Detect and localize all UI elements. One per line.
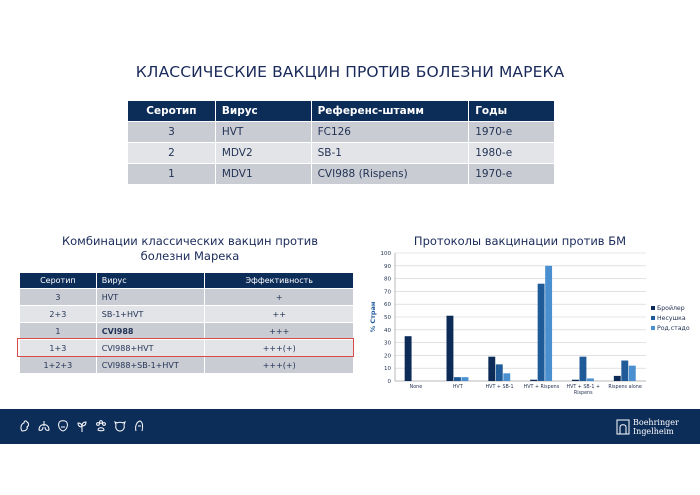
legend-label: Род.стадо bbox=[657, 325, 690, 332]
serotype-cell: 2+3 bbox=[20, 306, 97, 323]
virus-cell: CVI988+HVT bbox=[96, 340, 205, 357]
bar bbox=[538, 284, 545, 381]
table-header-row bbox=[20, 273, 354, 289]
logo-line: Boehringer bbox=[633, 418, 679, 427]
x-tick-label: Rispens bbox=[573, 391, 593, 396]
header-cell: Серотип bbox=[20, 273, 97, 289]
bar bbox=[580, 357, 587, 381]
y-tick-label: 70 bbox=[384, 289, 391, 296]
strain-cell: SB-1 bbox=[311, 143, 469, 164]
virus-cell: MDV1 bbox=[215, 164, 311, 185]
header-cell: Эффективность bbox=[205, 273, 354, 289]
table-row bbox=[128, 122, 555, 143]
y-tick-label: 80 bbox=[384, 276, 391, 283]
y-axis-label: % Стран bbox=[369, 301, 377, 333]
header-cell: Вирус bbox=[215, 101, 311, 122]
legend-label: Бройлер bbox=[657, 305, 685, 312]
legend-swatch bbox=[651, 316, 655, 320]
efficacy-cell: +++(+) bbox=[205, 340, 354, 357]
bar bbox=[462, 377, 469, 381]
bar bbox=[488, 357, 495, 381]
bar bbox=[572, 380, 579, 381]
x-tick-label: HVT bbox=[452, 385, 463, 390]
logo-line: Ingelheim bbox=[633, 427, 674, 436]
years-cell: 1970-е bbox=[469, 122, 555, 143]
reference-strains-table bbox=[127, 100, 555, 185]
efficacy-cell: + bbox=[205, 289, 354, 306]
virus-cell: HVT bbox=[96, 289, 205, 306]
bar bbox=[405, 336, 412, 381]
combo-table-title bbox=[50, 234, 330, 264]
pig-icon bbox=[56, 419, 70, 433]
years-cell: 1970-е bbox=[469, 164, 555, 185]
combinations-table bbox=[19, 272, 354, 374]
table-row bbox=[128, 164, 555, 185]
logo-icon bbox=[616, 419, 630, 435]
bar bbox=[545, 266, 552, 381]
virus-cell: SB-1+HVT bbox=[96, 306, 205, 323]
virus-cell: CVI988 bbox=[96, 323, 205, 340]
virus-cell: MDV2 bbox=[215, 143, 311, 164]
y-tick-label: 40 bbox=[384, 327, 391, 334]
header-cell: Референс-штамм bbox=[311, 101, 469, 122]
serotype-cell: 1+2+3 bbox=[20, 357, 97, 374]
table-row bbox=[20, 306, 354, 323]
vaccination-protocols-chart bbox=[350, 244, 700, 404]
efficacy-cell: +++ bbox=[205, 323, 354, 340]
company-logo bbox=[633, 418, 679, 436]
plant-icon bbox=[75, 419, 89, 433]
serotype-cell: 2 bbox=[128, 143, 216, 164]
efficacy-cell: +++(+) bbox=[205, 357, 354, 374]
years-cell: 1980-е bbox=[469, 143, 555, 164]
serotype-cell: 3 bbox=[128, 122, 216, 143]
bar bbox=[621, 361, 628, 381]
bar bbox=[530, 380, 537, 381]
strain-cell: FC126 bbox=[311, 122, 469, 143]
bar bbox=[629, 366, 636, 381]
efficacy-cell: ++ bbox=[205, 306, 354, 323]
legend-label: Несушка bbox=[657, 315, 686, 322]
table-row bbox=[128, 143, 555, 164]
x-tick-label: HVT + Rispens bbox=[523, 385, 560, 390]
serotype-cell: 1 bbox=[20, 323, 97, 340]
strain-cell: CVI988 (Rispens) bbox=[311, 164, 469, 185]
bar bbox=[587, 378, 594, 381]
table-row bbox=[20, 357, 354, 374]
x-tick-label: HVT + SB-1 bbox=[485, 385, 514, 390]
y-tick-label: 50 bbox=[384, 315, 391, 321]
virus-cell: HVT bbox=[215, 122, 311, 143]
y-tick-label: 60 bbox=[384, 302, 391, 309]
x-tick-label: HVT + SB-1 + bbox=[566, 385, 601, 390]
x-tick-label: Rispens alone bbox=[608, 385, 642, 390]
legend-swatch bbox=[651, 326, 655, 330]
serotype-cell: 3 bbox=[20, 289, 97, 306]
serotype-cell: 1 bbox=[128, 164, 216, 185]
horse-icon bbox=[132, 419, 146, 433]
header-cell: Годы bbox=[469, 101, 555, 122]
chart-title: Протоколы вакцинации против БМ bbox=[413, 234, 627, 248]
cow-icon bbox=[113, 419, 127, 433]
table-row bbox=[20, 289, 354, 306]
bar bbox=[447, 316, 454, 381]
table-row bbox=[20, 323, 354, 340]
slide-title: КЛАССИЧЕСКИЕ ВАКЦИН ПРОТИВ БОЛЕЗНИ МАРЕКА bbox=[135, 63, 565, 81]
combo-title-line: Комбинации классических вакцин против bbox=[61, 234, 319, 248]
combo-title-line: болезни Марека bbox=[140, 249, 240, 263]
y-tick-label: 90 bbox=[384, 263, 391, 270]
y-tick-label: 100 bbox=[380, 251, 391, 257]
y-tick-label: 20 bbox=[384, 353, 391, 360]
lungs-icon bbox=[37, 419, 51, 433]
highlight-box bbox=[17, 338, 354, 357]
header-cell: Серотип bbox=[128, 101, 216, 122]
bar bbox=[496, 364, 503, 381]
y-tick-label: 10 bbox=[384, 366, 391, 373]
bar bbox=[503, 373, 510, 381]
y-tick-label: 30 bbox=[384, 340, 391, 347]
serotype-cell: 1+3 bbox=[20, 340, 97, 357]
header-cell: Вирус bbox=[96, 273, 205, 289]
bar bbox=[454, 377, 461, 381]
paw-icon bbox=[94, 419, 108, 433]
virus-cell: CVI988+SB-1+HVT bbox=[96, 357, 205, 374]
y-tick-label: 0 bbox=[387, 379, 391, 385]
chicken-icon bbox=[18, 419, 32, 433]
table-header-row bbox=[128, 101, 555, 122]
x-tick-label: None bbox=[409, 385, 423, 390]
bar bbox=[614, 376, 621, 381]
legend-swatch bbox=[651, 306, 655, 310]
